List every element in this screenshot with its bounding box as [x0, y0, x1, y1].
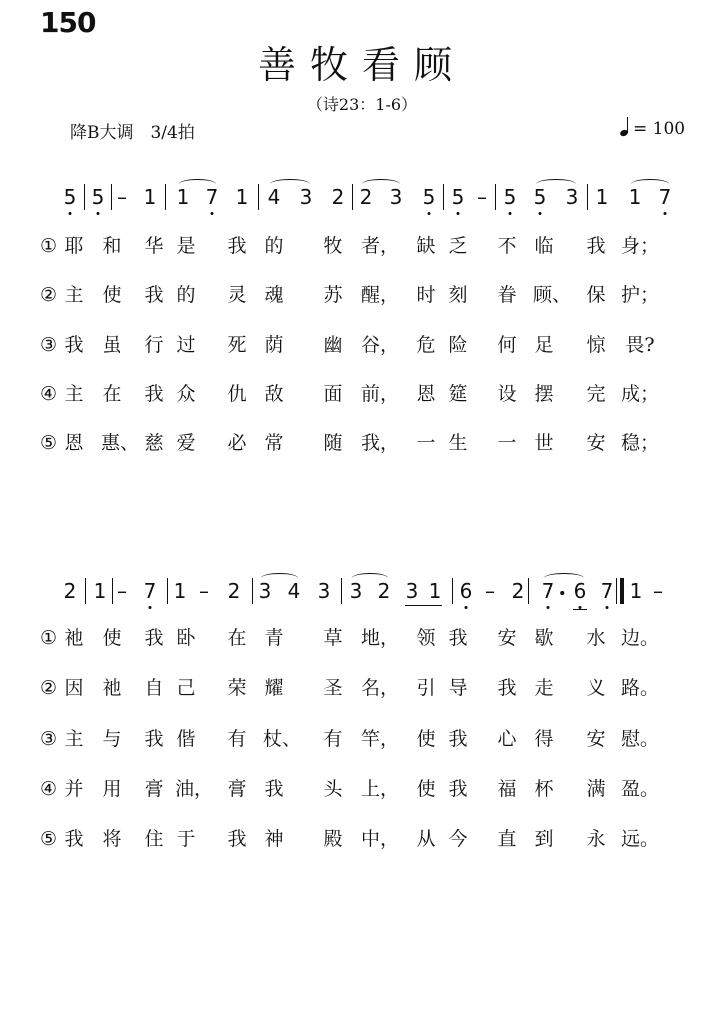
lyric-syllable: 一	[416, 432, 436, 454]
lyric-syllable: 荫	[264, 334, 284, 356]
lyric-syllable: 魂	[264, 284, 284, 306]
low-octave-dot	[539, 212, 542, 215]
lyric-syllable: 因	[64, 677, 84, 699]
lyric-syllable: 苏	[323, 284, 343, 306]
hymn-number: 150	[40, 6, 96, 39]
lyric-syllable: 于	[176, 828, 196, 850]
note: 5	[91, 185, 105, 209]
note: 5	[503, 185, 517, 209]
lyric-syllable: 的	[176, 284, 196, 306]
lyric-syllable: 是	[176, 235, 196, 257]
lyric-syllable: 爱	[176, 432, 196, 454]
note: 6	[459, 579, 473, 603]
lyric-syllable: 牧	[323, 235, 343, 257]
lyric-syllable: 我	[144, 383, 164, 405]
note: 1	[173, 579, 187, 603]
lyric-syllable: 生	[448, 432, 468, 454]
lyric-syllable: 使	[102, 627, 122, 649]
lyric-syllable: 敌	[264, 383, 284, 405]
barline	[165, 184, 166, 210]
verse-number: ①	[40, 627, 58, 649]
lyric-syllable: 众	[176, 383, 196, 405]
lyric-syllable: 我	[227, 235, 247, 257]
low-octave-dot	[547, 606, 550, 609]
dash-hold: –	[199, 579, 209, 603]
verse-number: ④	[40, 383, 58, 405]
note: 7	[205, 185, 219, 209]
lyric-syllable: 耀	[264, 677, 284, 699]
barline	[85, 578, 86, 604]
low-octave-dot	[465, 606, 468, 609]
lyric-syllable: 导	[448, 677, 468, 699]
lyric-syllable: 祂	[64, 627, 84, 649]
lyric-syllable: 偕	[176, 728, 196, 750]
lyric-syllable: 从	[416, 828, 436, 850]
lyric-syllable: 领	[416, 627, 436, 649]
note: 4	[287, 579, 301, 603]
lyric-syllable: 心	[497, 728, 517, 750]
note: 4	[267, 185, 281, 209]
lyric-syllable: 直	[497, 828, 517, 850]
lyric-syllable: 草	[323, 627, 343, 649]
note: 7	[541, 579, 555, 603]
lyric-syllable: 我	[144, 728, 164, 750]
lyric-syllable: 卧	[176, 627, 196, 649]
barline	[341, 578, 342, 604]
verse-number: ⑤	[40, 828, 58, 850]
note: 3	[349, 579, 363, 603]
lyric-syllable: 前，	[360, 383, 400, 405]
dash-hold: –	[117, 185, 127, 209]
note: 2	[511, 579, 525, 603]
tempo-marking	[620, 118, 685, 139]
note: 2	[63, 579, 77, 603]
lyric-syllable: 我，	[360, 432, 400, 454]
lyric-syllable: 膏	[227, 778, 247, 800]
lyric-syllable: 随	[323, 432, 343, 454]
lyric-syllable: 青	[264, 627, 284, 649]
lyric-syllable: 与	[102, 728, 122, 750]
note: 2	[331, 185, 345, 209]
lyric-syllable: 主	[64, 383, 84, 405]
lyric-syllable: 刻	[448, 284, 468, 306]
note: 7	[600, 579, 614, 603]
note: 3	[405, 579, 419, 603]
note: 3	[258, 579, 272, 603]
lyric-syllable: 今	[448, 828, 468, 850]
lyric-syllable: 满	[586, 778, 606, 800]
scripture-reference: （诗23：1-6）	[306, 95, 418, 114]
lyric-syllable: 何	[497, 334, 517, 356]
note: 1	[176, 185, 190, 209]
lyric-syllable: 谷，	[360, 334, 400, 356]
lyric-syllable: 我	[144, 627, 164, 649]
verse-number: ⑤	[40, 432, 58, 454]
lyric-syllable: 使	[416, 728, 436, 750]
lyric-syllable: 身；	[620, 235, 660, 257]
low-octave-dot	[509, 212, 512, 215]
lyric-syllable: 缺	[416, 235, 436, 257]
melody-line-1	[0, 178, 724, 218]
tie-slur	[536, 179, 576, 189]
barline	[252, 578, 253, 604]
lyric-syllable: 有	[323, 728, 343, 750]
lyric-syllable: 过	[176, 334, 196, 356]
lyric-syllable: 歇	[534, 627, 554, 649]
lyric-syllable: 恩	[64, 432, 84, 454]
lyric-syllable: 用	[102, 778, 122, 800]
lyric-syllable: 得	[534, 728, 554, 750]
lyric-syllable: 远。	[620, 828, 660, 850]
lyric-syllable: 摆	[534, 383, 554, 405]
lyric-syllable: 杯	[534, 778, 554, 800]
lyric-syllable: 灵	[227, 284, 247, 306]
lyric-syllable: 自	[144, 677, 164, 699]
lyric-syllable: 使	[416, 778, 436, 800]
low-octave-dot	[606, 606, 609, 609]
lyric-syllable: 慈	[144, 432, 164, 454]
note: 1	[428, 579, 442, 603]
lyric-syllable: 慰。	[620, 728, 660, 750]
low-octave-dot	[428, 212, 431, 215]
key-and-time-signature: 降B大调 3/4拍	[70, 123, 195, 143]
verse-number: ②	[40, 677, 58, 699]
lyric-syllable: 和	[102, 235, 122, 257]
lyric-syllable: 我	[264, 778, 284, 800]
tempo-value: = 100	[633, 119, 686, 139]
verse-number: ①	[40, 235, 58, 257]
lyric-syllable: 将	[102, 828, 122, 850]
lyric-syllable: 中，	[360, 828, 400, 850]
barline	[495, 184, 496, 210]
tie-slur	[352, 573, 388, 583]
lyric-syllable: 安	[586, 432, 606, 454]
tie-slur	[362, 179, 400, 189]
lyric-syllable: 虽	[102, 334, 122, 356]
lyric-syllable: 永	[586, 828, 606, 850]
lyric-syllable: 眷	[497, 284, 517, 306]
lyric-syllable: 常	[264, 432, 284, 454]
lyric-syllable: 福	[497, 778, 517, 800]
quarter-note-icon	[620, 118, 630, 136]
verse-number: ③	[40, 728, 58, 750]
verse-number: ③	[40, 334, 58, 356]
lyric-syllable: 己	[176, 677, 196, 699]
lyric-syllable: 引	[416, 677, 436, 699]
note: 3	[565, 185, 579, 209]
lyric-syllable: 边。	[620, 627, 660, 649]
barline	[452, 578, 453, 604]
lyric-syllable: 临	[534, 235, 554, 257]
lyric-syllable: 耶	[64, 235, 84, 257]
low-octave-dot	[149, 606, 152, 609]
lyric-syllable: 恩	[416, 383, 436, 405]
barline	[258, 184, 259, 210]
note: 1	[629, 579, 643, 603]
lyric-syllable: 行	[144, 334, 164, 356]
lyric-syllable: 水	[586, 627, 606, 649]
note: 5	[533, 185, 547, 209]
lyric-syllable: 住	[144, 828, 164, 850]
lyric-syllable: 醒，	[360, 284, 400, 306]
dash-hold: –	[477, 185, 487, 209]
lyric-syllable: 设	[497, 383, 517, 405]
lyric-syllable: 死	[227, 334, 247, 356]
note: 7	[658, 185, 672, 209]
lyric-syllable: 名，	[360, 677, 400, 699]
lyric-syllable: 不	[497, 235, 517, 257]
low-octave-dot	[457, 212, 460, 215]
final-barline	[616, 578, 617, 604]
note: 3	[317, 579, 331, 603]
barline	[352, 184, 353, 210]
note: 2	[359, 185, 373, 209]
lyric-syllable: 面	[323, 383, 343, 405]
lyric-syllable: 我	[448, 728, 468, 750]
lyric-syllable: 仇	[227, 383, 247, 405]
augmentation-dot	[560, 591, 564, 595]
note: 5	[63, 185, 77, 209]
lyric-syllable: 祂	[102, 677, 122, 699]
lyric-syllable: 惊	[586, 334, 606, 356]
low-octave-dot	[97, 212, 100, 215]
lyric-syllable: 成；	[620, 383, 660, 405]
lyric-syllable: 我	[448, 778, 468, 800]
lyric-syllable: 并	[64, 778, 84, 800]
tie-slur	[179, 179, 216, 189]
note: 1	[595, 185, 609, 209]
dash-hold: –	[485, 579, 495, 603]
note: 7	[143, 579, 157, 603]
lyric-syllable: 足	[534, 334, 554, 356]
lyric-syllable: 我	[497, 677, 517, 699]
lyric-syllable: 使	[102, 284, 122, 306]
lyric-syllable: 我	[227, 828, 247, 850]
lyric-syllable: 荣	[227, 677, 247, 699]
note: 1	[143, 185, 157, 209]
lyric-syllable: 安	[497, 627, 517, 649]
lyric-syllable: 我	[64, 828, 84, 850]
note: 2	[227, 579, 241, 603]
lyric-syllable: 保	[586, 284, 606, 306]
lyric-syllable: 杖、	[262, 728, 302, 750]
low-octave-dot	[69, 212, 72, 215]
lyric-syllable: 者，	[360, 235, 400, 257]
tie-slur	[261, 573, 298, 583]
barline	[528, 578, 529, 604]
lyric-syllable: 在	[102, 383, 122, 405]
lyric-syllable: 主	[64, 728, 84, 750]
lyric-syllable: 的	[264, 235, 284, 257]
barline	[111, 184, 112, 210]
lyric-syllable: 竿，	[360, 728, 400, 750]
tie-slur	[631, 179, 669, 189]
low-octave-dot	[211, 212, 214, 215]
lyric-syllable: 我	[144, 284, 164, 306]
lyric-syllable: 完	[586, 383, 606, 405]
lyric-syllable: 危	[416, 334, 436, 356]
verse-number: ④	[40, 778, 58, 800]
note: 1	[235, 185, 249, 209]
verse-number: ②	[40, 284, 58, 306]
lyric-syllable: 神	[264, 828, 284, 850]
lyric-syllable: 筵	[448, 383, 468, 405]
eighth-underline	[573, 609, 587, 610]
note: 5	[451, 185, 465, 209]
barline	[84, 184, 85, 210]
lyric-syllable: 油，	[174, 778, 214, 800]
lyric-syllable: 路。	[620, 677, 660, 699]
lyric-syllable: 一	[497, 432, 517, 454]
barline	[587, 184, 588, 210]
lyric-syllable: 头	[323, 778, 343, 800]
note: 6	[573, 579, 587, 603]
note: 2	[377, 579, 391, 603]
lyric-syllable: 盈。	[620, 778, 660, 800]
lyric-syllable: 稳；	[620, 432, 660, 454]
lyric-syllable: 乏	[448, 235, 468, 257]
lyric-syllable: 膏	[144, 778, 164, 800]
tie-slur	[270, 179, 310, 189]
tie-slur	[544, 573, 584, 583]
melody-line-2	[0, 572, 724, 612]
hymn-title: 善牧看顾	[257, 43, 466, 87]
lyric-syllable: 上，	[360, 778, 400, 800]
lyric-syllable: 顾、	[532, 284, 572, 306]
lyric-syllable: 义	[586, 677, 606, 699]
lyric-syllable: 安	[586, 728, 606, 750]
lyric-syllable: 必	[227, 432, 247, 454]
lyric-syllable: 时	[416, 284, 436, 306]
lyric-syllable: 圣	[323, 677, 343, 699]
note: 3	[299, 185, 313, 209]
lyric-syllable: 华	[144, 235, 164, 257]
note: 3	[389, 185, 403, 209]
lyric-syllable: 我	[448, 627, 468, 649]
lyric-syllable: 地，	[360, 627, 400, 649]
lyric-syllable: 险	[448, 334, 468, 356]
lyric-syllable: 我	[586, 235, 606, 257]
lyric-syllable: 有	[227, 728, 247, 750]
dash-hold: –	[117, 579, 127, 603]
eighth-underline	[405, 605, 442, 606]
lyric-syllable: 我	[64, 334, 84, 356]
final-barline-thick	[620, 578, 624, 604]
low-octave-dot	[664, 212, 667, 215]
lyric-syllable: 殿	[323, 828, 343, 850]
lyric-syllable: 到	[534, 828, 554, 850]
lyric-syllable: 幽	[323, 334, 343, 356]
lyric-syllable: 畏?	[625, 334, 655, 356]
lyric-syllable: 惠、	[100, 432, 140, 454]
note: 1	[628, 185, 642, 209]
note: 5	[422, 185, 436, 209]
barline	[443, 184, 444, 210]
lyric-syllable: 护；	[620, 284, 660, 306]
barline	[167, 578, 168, 604]
note: 1	[93, 579, 107, 603]
lyric-syllable: 世	[534, 432, 554, 454]
barline	[112, 578, 113, 604]
lyric-syllable: 在	[227, 627, 247, 649]
lyric-syllable: 走	[534, 677, 554, 699]
lyric-syllable: 主	[64, 284, 84, 306]
dash-hold: –	[653, 579, 663, 603]
